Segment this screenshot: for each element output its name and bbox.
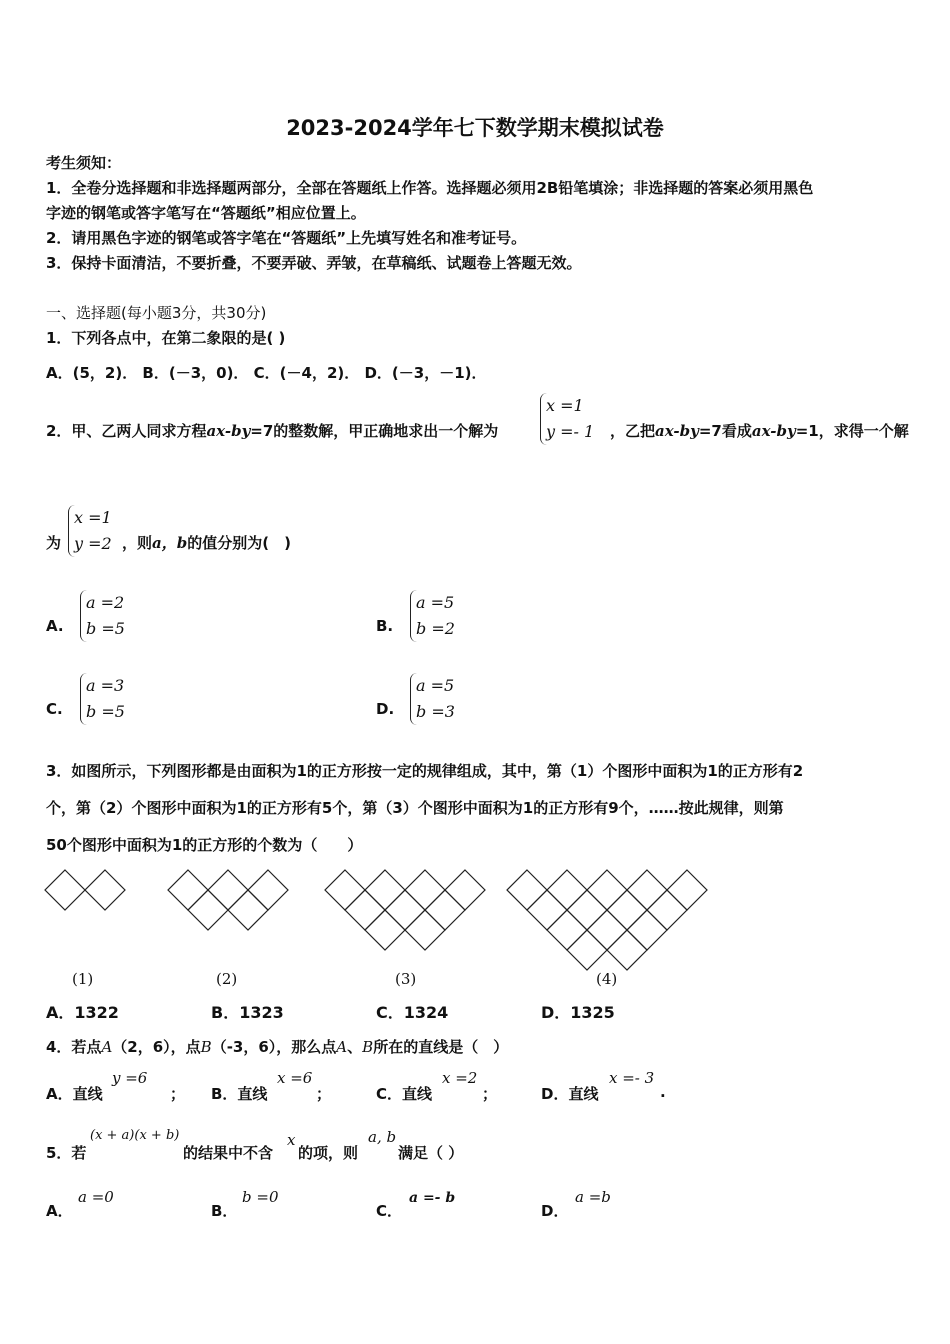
page-title: 2023-2024学年七下数学期末模拟试卷 (286, 116, 664, 140)
q5-stem-b: 的结果中不含 (183, 1144, 274, 1162)
q4-option-b-label: B．直线 (211, 1085, 268, 1103)
q4-option-c-end: ； (482, 1085, 498, 1103)
q4-option-c-eq: x =2 (442, 1069, 478, 1087)
q5-stem-d: 满足（ ） (398, 1144, 464, 1162)
q4-stem: 4．若点A（2，6），点B（-3，6），那么点A、B所在的直线是（ ） (46, 1038, 509, 1056)
q2-stem-d: ，则a，b的值分别为( ) (122, 534, 291, 552)
pattern-figure-1 (45, 870, 125, 910)
q2-solution-2: x =1 y =2 (68, 505, 112, 557)
q1-options: A．(5，2)． B．(－3，0)． C．(－4，2)． D．(－3，－1)． (46, 364, 487, 382)
q2-option-c: a =3 b =5 (80, 673, 125, 725)
q3-option-d: D．1325 (541, 1003, 615, 1022)
q5-variables-ab: a, b (368, 1128, 397, 1146)
q5-expression: (x + a)(x + b) (90, 1128, 180, 1143)
q2-option-d-label: D. (376, 700, 395, 718)
q5-option-c-eq: a =- b (409, 1190, 456, 1206)
q3-line-1: 3．如图所示，下列图形都是由面积为1的正方形按一定的规律组成，其中，第（1）个图形中面积为1的正方形有2 (46, 762, 804, 780)
q3-line-2: 个，第（2）个图形中面积为1的正方形有5个，第（3）个图形中面积为1的正方形有9个，……按此规律，则第 (46, 799, 784, 817)
q3-option-b: B．1323 (211, 1003, 284, 1022)
figure-caption-4: (4) (596, 970, 618, 988)
q5-stem-c: 的项，则 (298, 1144, 359, 1162)
q5-variable-x: x (287, 1131, 296, 1149)
q5-option-b-eq: b =0 (242, 1188, 279, 1206)
section-heading: 一、选择题(每小题3分，共30分) (46, 304, 267, 322)
notice-line-2: 2．请用黑色字迹的钢笔或答字笔在“答题纸”上先填写姓名和准考证号。 (46, 229, 527, 247)
q3-option-c: C．1324 (376, 1003, 449, 1022)
q5-option-c-label: C． (376, 1202, 403, 1220)
q4-option-d-label: D．直线 (541, 1085, 599, 1103)
square-pattern-figure (40, 860, 720, 1000)
q3-option-a: A．1322 (46, 1003, 119, 1022)
q4-option-b-eq: x =6 (277, 1069, 313, 1087)
q2-stem-c: 为 (46, 534, 62, 552)
q4-option-c-label: C．直线 (376, 1085, 433, 1103)
q2-option-a-label: A. (46, 617, 64, 635)
figure-caption-1: (1) (72, 970, 94, 988)
pattern-figure-3 (325, 870, 485, 950)
pattern-figure-2 (168, 870, 288, 930)
q4-option-a-end: ； (170, 1085, 186, 1103)
q5-option-a-eq: a =0 (78, 1188, 114, 1206)
notice-heading: 考生须知： (46, 154, 122, 172)
q2-option-c-label: C. (46, 700, 63, 718)
notice-line-1-cont: 字迹的钢笔或答字笔写在“答题纸”相应位置上。 (46, 204, 366, 222)
notice-line-1: 1．全卷分选择题和非选择题两部分，全部在答题纸上作答。选择题必须用2B铅笔填涂；非选择题的答案必须用黑色 (46, 179, 814, 197)
q5-option-b-label: B． (211, 1202, 238, 1220)
q5-option-a-label: A． (46, 1202, 73, 1220)
q2-option-b-label: B. (376, 617, 394, 635)
q5-option-d-label: D． (541, 1202, 569, 1220)
q2-solution-1: x =1 y =- 1 (540, 393, 594, 445)
q2-option-b: a =5 b =2 (410, 590, 455, 642)
q5-option-d-eq: a =b (575, 1188, 611, 1206)
q2-option-d: a =5 b =3 (410, 673, 455, 725)
figure-caption-3: (3) (395, 970, 417, 988)
q5-stem-a: 5．若 (46, 1144, 87, 1162)
notice-line-3: 3．保持卡面清洁，不要折叠，不要弄破、弄皱，在草稿纸、试题卷上答题无效。 (46, 254, 582, 272)
q4-option-b-end: ； (316, 1085, 332, 1103)
q4-option-a-label: A．直线 (46, 1085, 103, 1103)
q2-option-a: a =2 b =5 (80, 590, 125, 642)
q1-stem: 1．下列各点中，在第二象限的是( ) (46, 329, 286, 347)
figure-caption-2: (2) (216, 970, 238, 988)
q4-option-a-eq: y =6 (112, 1069, 148, 1087)
q2-stem-a: 2．甲、乙两人同求方程ax-by=7的整数解，甲正确地求出一个解为 (46, 422, 499, 440)
q4-option-d-eq: x =- 3 (609, 1069, 655, 1087)
q4-option-d-end: . (660, 1083, 666, 1101)
q2-stem-b: ，乙把ax-by=7看成ax-by=1，求得一个解 (610, 422, 909, 440)
q3-line-3: 50个图形中面积为1的正方形的个数为（ ） (46, 836, 363, 854)
pattern-figure-4 (507, 870, 707, 970)
